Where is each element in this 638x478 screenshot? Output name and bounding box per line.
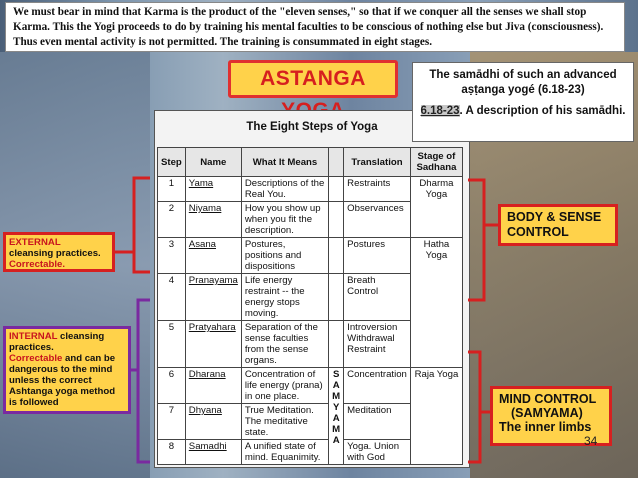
internal-label-title: INTERNAL — [9, 331, 58, 342]
stage-hatha: Hatha Yoga — [410, 238, 462, 368]
col-samyama — [329, 148, 344, 177]
step-number: 1 — [158, 177, 186, 202]
step-number: 4 — [158, 274, 186, 321]
body-sense-label: BODY & SENSE CONTROL — [498, 204, 618, 246]
callout-line2-wrap — [419, 104, 627, 119]
eight-steps-panel — [154, 110, 470, 468]
table-row — [158, 368, 463, 404]
samyama-spacer — [329, 321, 344, 368]
col-name: Name — [185, 148, 241, 177]
col-translation: Translation — [344, 148, 411, 177]
step-name: Dhyana — [185, 404, 241, 440]
step-meaning: Descriptions of the Real You. — [241, 177, 328, 202]
mind-control-line3: The inner limbs — [499, 420, 592, 434]
internal-label-text1: cleansing practices. — [9, 331, 105, 353]
callout-line1: The samādhi of such an advanced aṣṭanga yogé (6.18-23) — [429, 69, 617, 96]
step-translation: Breath Control — [344, 274, 411, 321]
step-meaning: How you show up when you fit the description. — [241, 202, 328, 238]
page-number: 34 — [584, 434, 598, 448]
step-name: Pranayama — [185, 274, 241, 321]
samyama-vertical — [329, 368, 344, 465]
step-translation: Introversion Withdrawal Restraint — [344, 321, 411, 368]
col-step: Step — [158, 148, 186, 177]
table-row — [158, 177, 463, 202]
step-translation: Yoga. Union with God — [344, 440, 411, 465]
col-meaning: What It Means — [241, 148, 328, 177]
external-label-red: Correctable. — [9, 259, 65, 270]
samyama-spacer — [329, 202, 344, 238]
eight-steps-table — [157, 147, 463, 465]
step-name: Yama — [185, 177, 241, 202]
step-meaning: Postures, positions and dispositions — [241, 238, 328, 274]
stage-raja: Raja Yoga — [410, 368, 462, 465]
step-translation: Restraints — [344, 177, 411, 202]
step-number: 7 — [158, 404, 186, 440]
top-note: We must bear in mind that Karma is the product of the "eleven senses," so that if we conquer all the senses we shall stop Karma. This the Yogi proceeds to do by training his mental faculties to be conscious of nothing else but Jiva (consciousness). Thus even mental activity is not permitted. The training is consummated in eight stages. — [5, 2, 625, 52]
step-meaning: Separation of the sense faculties from the sense organs. — [241, 321, 328, 368]
samadhi-callout — [412, 62, 634, 142]
col-stage: Stage of Sadhana — [410, 148, 462, 177]
step-translation: Meditation — [344, 404, 411, 440]
step-translation: Concentration — [344, 368, 411, 404]
step-meaning: Life energy restraint -- the energy stops moving. — [241, 274, 328, 321]
external-label-title: EXTERNAL — [9, 237, 61, 248]
table-row — [158, 238, 463, 274]
samyama-spacer — [329, 177, 344, 202]
step-number: 5 — [158, 321, 186, 368]
step-name: Dharana — [185, 368, 241, 404]
step-number: 8 — [158, 440, 186, 465]
internal-label-red: Correctable — [9, 353, 63, 364]
step-name: Pratyahara — [185, 321, 241, 368]
mind-control-line2: (SAMYAMA) — [511, 406, 583, 420]
step-meaning: Concentration of life energy (prana) in one place. — [241, 368, 328, 404]
stage-dharma: Dharma Yoga — [410, 177, 462, 238]
mind-control-line1: MIND CONTROL — [499, 392, 597, 406]
table-heading: The Eight Steps of Yoga — [246, 121, 378, 133]
step-number: 6 — [158, 368, 186, 404]
step-name: Asana — [185, 238, 241, 274]
step-number: 2 — [158, 202, 186, 238]
table-header-row — [158, 148, 463, 177]
external-label-text: cleansing practices. — [9, 248, 101, 259]
internal-label — [3, 326, 131, 414]
callout-line2: . A description of his samādhi. — [459, 105, 626, 117]
step-name: Samadhi — [185, 440, 241, 465]
slide-title: ASTANGA — [228, 60, 398, 98]
verse-reference-link[interactable]: 6.18-23 — [420, 105, 460, 117]
step-name: Niyama — [185, 202, 241, 238]
step-meaning: True Meditation. The meditative state. — [241, 404, 328, 440]
step-number: 3 — [158, 238, 186, 274]
external-label — [3, 232, 115, 272]
step-translation: Observances — [344, 202, 411, 238]
step-translation: Postures — [344, 238, 411, 274]
samyama-letters: S A M Y A M A — [332, 369, 341, 446]
step-meaning: A unified state of mind. Equanimity. — [241, 440, 328, 465]
internal-label-text2: and can be dangerous to the mind unless the correct Ashtanga yoga method is followed — [9, 353, 116, 408]
samyama-spacer — [329, 274, 344, 321]
samyama-spacer — [329, 238, 344, 274]
